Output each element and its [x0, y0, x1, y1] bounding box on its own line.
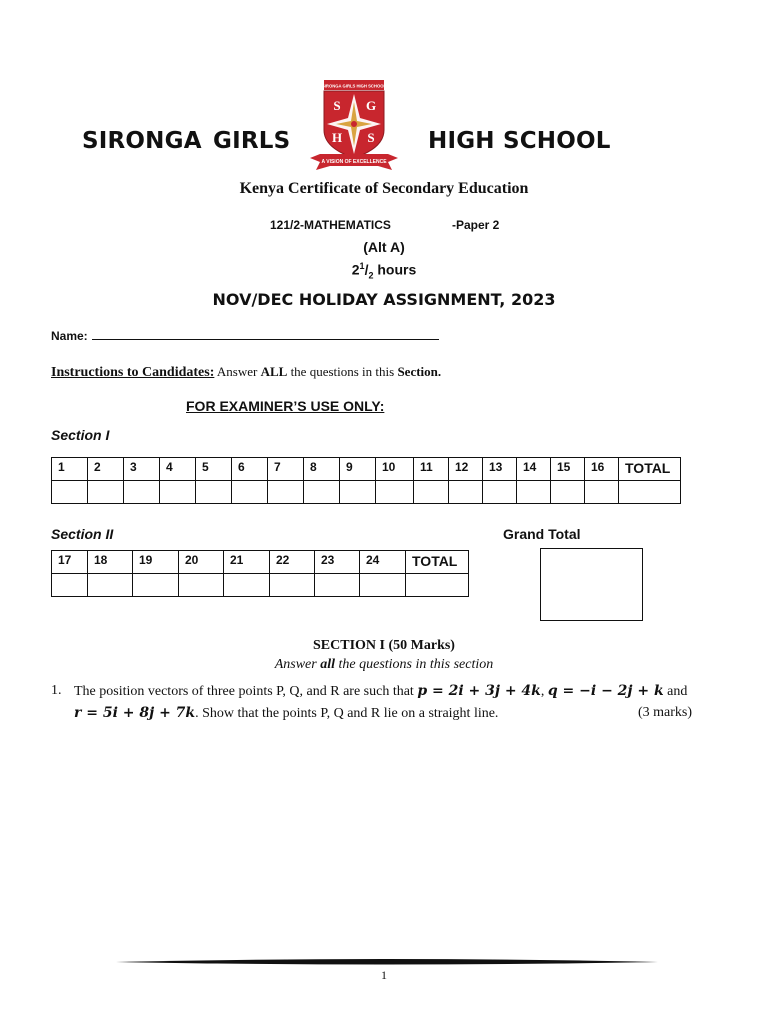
duration-whole: 2: [351, 261, 360, 278]
s2-col-header: 24: [360, 551, 406, 574]
s2-score-cell[interactable]: [52, 574, 88, 597]
s2-col-header: 21: [224, 551, 270, 574]
duration-denominator: 2: [368, 270, 374, 281]
s1-score-cell[interactable]: [551, 481, 585, 504]
s2-score-cell[interactable]: [133, 574, 179, 597]
s2-score-cell[interactable]: [270, 574, 315, 597]
s1-total-header: TOTAL: [619, 458, 681, 481]
s2-col-header: 18: [88, 551, 133, 574]
school-name-sironga: SIRONGA: [82, 128, 202, 154]
section2-marks-table: [51, 550, 469, 597]
crest-banner-text: SIRONGA GIRLS HIGH SCHOOL: [321, 83, 387, 89]
s1-col-header: 7: [268, 458, 304, 481]
s1-col-header: 13: [483, 458, 517, 481]
name-row: [51, 328, 439, 343]
question-1-and: and: [663, 684, 688, 699]
vector-r-expression: r = 5i + 8j + 7k: [74, 705, 196, 721]
section1-subtitle: [0, 657, 768, 673]
s2-score-cell[interactable]: [315, 574, 360, 597]
section1-subtitle-1: Answer: [274, 657, 321, 672]
s1-col-header: 12: [449, 458, 483, 481]
s1-score-cell[interactable]: [449, 481, 483, 504]
duration: $2^1/_2$ hours: [351, 261, 417, 281]
assignment-title: NOV/DEC HOLIDAY ASSIGNMENT, 2023: [212, 290, 556, 309]
s1-score-cell[interactable]: [232, 481, 268, 504]
instructions-all: ALL: [260, 364, 288, 379]
s1-score-cell[interactable]: [304, 481, 340, 504]
crest-motto: A VISION OF EXCELLENCE: [321, 159, 387, 165]
question-1-line-2: [74, 705, 498, 722]
section1-subtitle-2: the questions in this section: [335, 657, 494, 672]
vector-q-expression: q = −i − 2j + k: [547, 683, 664, 699]
s1-score-cell[interactable]: [196, 481, 232, 504]
instructions: [51, 364, 441, 381]
s2-score-cell[interactable]: [88, 574, 133, 597]
s1-score-cell[interactable]: [52, 481, 88, 504]
s1-score-cell[interactable]: [340, 481, 376, 504]
s2-col-header: 17: [52, 551, 88, 574]
crest-letter-g: G: [365, 98, 377, 113]
s1-col-header: 9: [340, 458, 376, 481]
s1-score-cell[interactable]: [376, 481, 414, 504]
section2-label: Section II: [51, 526, 114, 542]
name-label: Name:: [51, 329, 88, 343]
s1-col-header: 15: [551, 458, 585, 481]
s2-col-header: 22: [270, 551, 315, 574]
s1-col-header: 5: [196, 458, 232, 481]
s2-total-cell[interactable]: [406, 574, 469, 597]
duration-unit: hours: [373, 261, 417, 278]
crest-letter-s2: S: [367, 130, 375, 145]
s1-score-cell[interactable]: [160, 481, 196, 504]
section1-marks-table: [51, 457, 681, 504]
s2-col-header: 19: [133, 551, 179, 574]
s1-col-header: 3: [124, 458, 160, 481]
crest-center-dot: [351, 121, 357, 127]
footer-divider: [116, 957, 658, 967]
section2-header-row: [52, 551, 469, 574]
s1-col-header: 1: [52, 458, 88, 481]
school-name-high-school: HIGH SCHOOL: [428, 128, 611, 154]
s1-score-cell[interactable]: [88, 481, 124, 504]
s2-score-cell[interactable]: [179, 574, 224, 597]
alternative-label: (Alt A): [363, 239, 405, 255]
section1-subtitle-all: all: [320, 657, 335, 672]
paper-number: -Paper 2: [452, 218, 500, 232]
s1-score-cell[interactable]: [585, 481, 619, 504]
s1-col-header: 8: [304, 458, 340, 481]
s1-col-header: 4: [160, 458, 196, 481]
instructions-text-2: the questions in this: [287, 364, 398, 379]
question-1-line-1: [74, 683, 687, 700]
s1-col-header: 10: [376, 458, 414, 481]
s1-score-cell[interactable]: [414, 481, 449, 504]
crest-letter-h: H: [331, 130, 343, 145]
grand-total-box[interactable]: [540, 548, 643, 621]
footer-divider-line: [116, 959, 658, 965]
s1-score-cell[interactable]: [483, 481, 517, 504]
section1-label: Section I: [51, 427, 110, 443]
s2-score-cell[interactable]: [224, 574, 270, 597]
question-1-text-a: The position vectors of three points P, Q, and R are such that: [74, 684, 418, 699]
school-name-girls: GIRLS: [213, 128, 291, 154]
page-number: 1: [381, 968, 387, 982]
s1-score-cell[interactable]: [268, 481, 304, 504]
s1-total-cell[interactable]: [619, 481, 681, 504]
s2-col-header: 20: [179, 551, 224, 574]
section1-header-row: [52, 458, 681, 481]
section1-score-row: [52, 481, 681, 504]
duration-numerator: 1: [359, 261, 365, 271]
instructions-label: Instructions to Candidates:: [51, 365, 215, 380]
vector-p-expression: p = 2i + 3j + 4k: [417, 683, 541, 699]
s2-total-header: TOTAL: [406, 551, 469, 574]
question-1-sep: ,: [540, 684, 548, 699]
instructions-text-1: Answer: [214, 364, 261, 379]
school-crest-logo: [308, 78, 400, 174]
s1-score-cell[interactable]: [517, 481, 551, 504]
s2-score-cell[interactable]: [360, 574, 406, 597]
grand-total-label: Grand Total: [503, 526, 581, 542]
s2-col-header: 23: [315, 551, 360, 574]
crest-letter-s: S: [333, 98, 341, 113]
s1-col-header: 6: [232, 458, 268, 481]
instructions-section: Section.: [397, 364, 442, 379]
paper-code: 121/2-MATHEMATICS: [270, 218, 391, 232]
examiner-heading: FOR EXAMINER’S USE ONLY:: [186, 398, 385, 414]
question-1-marks: (3 marks): [638, 705, 693, 720]
s1-score-cell[interactable]: [124, 481, 160, 504]
s1-col-header: 16: [585, 458, 619, 481]
s1-col-header: 2: [88, 458, 124, 481]
exam-body-title: Kenya Certificate of Secondary Education: [239, 180, 529, 197]
question-1-number: 1.: [51, 683, 62, 698]
s1-col-header: 14: [517, 458, 551, 481]
name-input-line[interactable]: [92, 328, 439, 340]
section2-score-row: [52, 574, 469, 597]
s1-col-header: 11: [414, 458, 449, 481]
section1-title: SECTION I (50 Marks): [313, 638, 455, 653]
question-1-text-b: . Show that the points P, Q and R lie on a straight line.: [195, 706, 499, 721]
